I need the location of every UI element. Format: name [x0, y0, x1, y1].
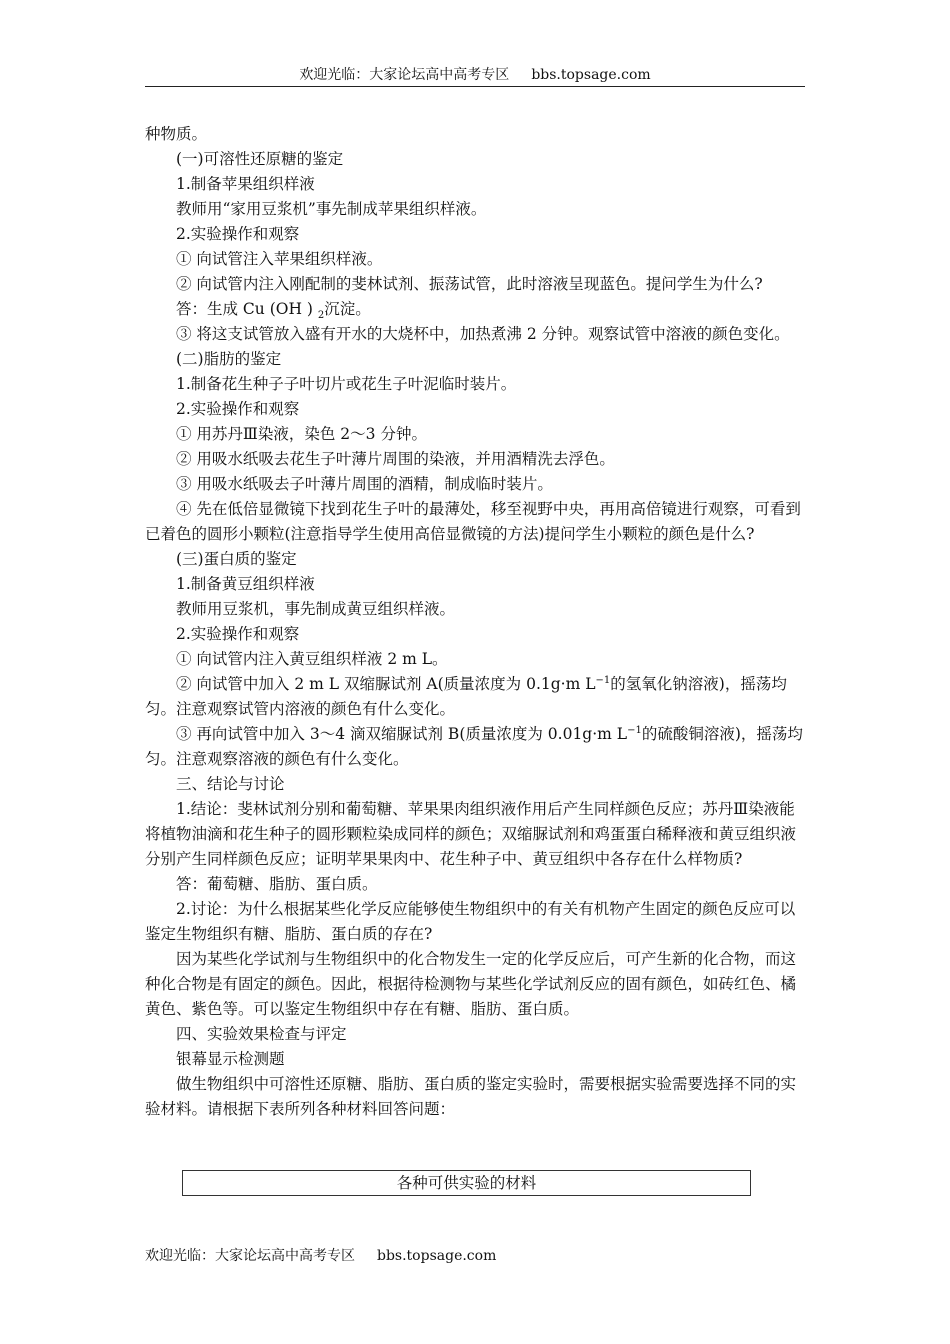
section-heading: (一)可溶性还原糖的鉴定: [176, 150, 344, 168]
paragraph: ③ 用吸水纸吸去子叶薄片周围的酒精，制成临时装片。: [176, 475, 553, 493]
paragraph: 1.制备花生种子子叶切片或花生子叶泥临时装片。: [176, 375, 517, 393]
paragraph: 1.制备苹果组织样液: [176, 175, 315, 193]
paragraph: 2.实验操作和观察: [176, 225, 300, 243]
answer-paragraph: [145, 297, 810, 322]
paragraph: 做生物组织中可溶性还原糖、脂肪、蛋白质的鉴定实验时，需要根据实验需要选择不同的实验材料。请根据下表所列各种材料回答问题：: [145, 1075, 797, 1118]
paragraph: 1.制备黄豆组织样液: [176, 575, 315, 593]
footer-site-name: 欢迎光临：大家论坛高中高考专区: [145, 1248, 355, 1264]
paragraph: 1.结论：斐林试剂分别和葡萄糖、苹果果肉组织液作用后产生同样颜色反应；苏丹Ⅲ染液能将植物油滴和花生种子的圆形颗粒染成同样的颜色；双缩脲试剂和鸡蛋蛋白稀释液和黄豆组织液分别产生同样颜色反应；证明苹果果肉中、花生种子中、黄豆组织中各存在什么样物质?: [145, 800, 797, 868]
table-caption: 各种可供实验的材料: [396, 1174, 537, 1192]
superscript: −1: [595, 674, 611, 686]
paragraph: ① 向试管注入苹果组织样液。: [176, 250, 383, 268]
paragraph: 教师用“家用豆浆机”事先制成苹果组织样液。: [176, 200, 487, 218]
paragraph: [145, 672, 810, 722]
materials-table-header: [182, 1170, 751, 1196]
paragraph: 2.实验操作和观察: [176, 625, 300, 643]
paragraph: ① 用苏丹Ⅲ染液，染色 2～3 分钟。: [176, 425, 427, 443]
superscript: −1: [627, 724, 642, 736]
paragraph: ③ 将这支试管放入盛有开水的大烧杯中，加热煮沸 2 分钟。观察试管中溶液的颜色变化。: [176, 325, 790, 343]
paragraph: 种物质。: [145, 125, 208, 143]
page-footer: [145, 1247, 496, 1265]
answer-text: 答：生成 Cu (OH ): [176, 300, 318, 318]
paragraph: ④ 先在低倍显微镜下找到花生子叶的最薄处，移至视野中央，再用高倍镜进行观察，可看到已着色的圆形小颗粒(注意指导学生使用高倍显微镜的方法)提问学生小颗粒的颜色是什么?: [145, 500, 801, 543]
paragraph: ① 向试管内注入黄豆组织样液 2 m L。: [176, 650, 448, 668]
paragraph: 因为某些化学试剂与生物组织中的化合物发生一定的化学反应后，可产生新的化合物，而这种化合物是有固定的颜色。因此，根据待检测物与某些化学试剂反应的固有颜色，如砖红色、橘黄色、紫色等。可以鉴定生物组织中存在有糖、脂肪、蛋白质。: [145, 950, 797, 1018]
section-heading: 四、实验效果检查与评定: [176, 1025, 347, 1043]
paragraph: 2.实验操作和观察: [176, 400, 300, 418]
header-site-name: 欢迎光临：大家论坛高中高考专区: [299, 67, 510, 83]
paragraph: ② 向试管内注入刚配制的斐林试剂、振荡试管，此时溶液呈现蓝色。提问学生为什么?: [176, 275, 763, 293]
document-body: [145, 122, 810, 1122]
paragraph: 答：葡萄糖、脂肪、蛋白质。: [176, 875, 378, 893]
header-url[interactable]: bbs.topsage.com: [531, 67, 651, 83]
paragraph-text: 的氢氧化钠溶液)，摇荡均匀。注意观察试管内溶液的颜色有什么变化。: [145, 675, 787, 718]
answer-text: 沉淀。: [324, 300, 371, 318]
paragraph: ② 用吸水纸吸去花生子叶薄片周围的染液，并用酒精洗去浮色。: [176, 450, 615, 468]
paragraph: 2.讨论：为什么根据某些化学反应能够使生物组织中的有关有机物产生固定的颜色反应可以鉴定生物组织有糖、脂肪、蛋白质的存在?: [145, 900, 796, 943]
page-header: [145, 66, 805, 84]
footer-url[interactable]: bbs.topsage.com: [377, 1248, 497, 1264]
paragraph: [145, 722, 810, 772]
subscript: 2: [317, 310, 325, 322]
section-heading: 三、结论与讨论: [176, 775, 285, 793]
paragraph-text: ② 向试管中加入 2 m L 双缩脲试剂 A(质量浓度为 0.1g·m L: [176, 675, 596, 693]
section-heading: (三)蛋白质的鉴定: [176, 550, 297, 568]
paragraph-text: 的硫酸铜溶液)，摇荡均匀。注意观察溶液的颜色有什么变化。: [145, 725, 803, 768]
paragraph-text: ③ 再向试管中加入 3～4 滴双缩脲试剂 B(质量浓度为 0.01g·m L: [176, 725, 628, 743]
paragraph: 教师用豆浆机，事先制成黄豆组织样液。: [176, 600, 456, 618]
header-divider: [145, 86, 805, 87]
section-heading: (二)脂肪的鉴定: [176, 350, 282, 368]
paragraph: 银幕显示检测题: [176, 1050, 285, 1068]
